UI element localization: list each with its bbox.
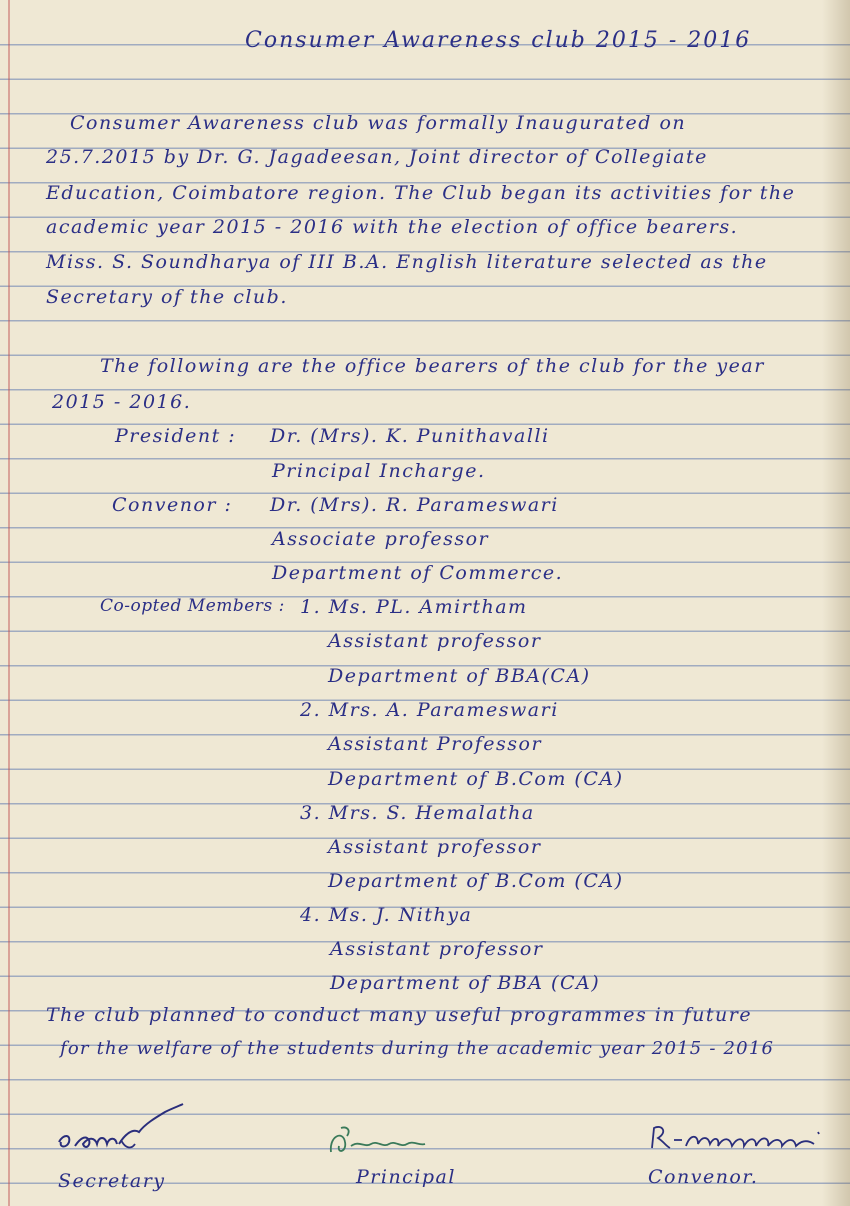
member-role: Assistant Professor [328,733,543,755]
member-name: 2. Mrs. A. Parameswari [300,699,559,721]
paragraph1-line: Secretary of the club. [46,286,288,308]
co-opted-label: Co-opted Members : [100,596,285,616]
member-dept: Department of BBA(CA) [328,665,591,687]
paragraph2-line: 2015 - 2016. [52,391,192,413]
paragraph1-line: Miss. S. Soundharya of III B.A. English literature selected as the [46,251,768,273]
page-title: Consumer Awareness club 2015 - 2016 [245,28,752,53]
member-dept: Department of B.Com (CA) [328,870,624,892]
principal-signature [325,1122,435,1162]
paragraph1-line: Consumer Awareness club was formally Inaugurated on [70,112,687,134]
member-role: Assistant professor [328,836,542,858]
closing-line: The club planned to conduct many useful programmes in future [46,1004,753,1026]
page-edge-shadow [822,0,850,1206]
member-name: 3. Mrs. S. Hemalatha [300,802,535,824]
member-role: Assistant professor [330,938,544,960]
convenor-role: Associate professor [272,528,490,550]
member-dept: Department of BBA (CA) [330,972,601,994]
secretary-label: Secretary [58,1170,166,1192]
member-dept: Department of B.Com (CA) [328,768,624,790]
president-name: Dr. (Mrs). K. Punithavalli [270,425,550,447]
convenor-signature [648,1122,828,1156]
convenor-dept: Department of Commerce. [272,562,564,584]
paragraph1-line: 25.7.2015 by Dr. G. Jagadeesan, Joint director of Collegiate [46,146,708,168]
paragraph2-line: The following are the office bearers of the club for the year [100,355,765,377]
principal-label: Principal [356,1166,456,1188]
member-name: 1. Ms. PL. Amirtham [300,596,528,618]
closing-line: for the welfare of the students during the academic year 2015 - 2016 [60,1038,775,1059]
president-label: President : [115,425,237,447]
paragraph1-line: Education, Coimbatore region. The Club began its activities for the [46,182,796,204]
convenor-label-sign: Convenor. [648,1166,759,1188]
convenor-label: Convenor : [112,494,233,516]
president-role: Principal Incharge. [272,460,486,482]
margin-rule [8,0,10,1206]
convenor-name: Dr. (Mrs). R. Parameswari [270,494,559,516]
paragraph1-line: academic year 2015 - 2016 with the election of office bearers. [46,216,739,238]
secretary-signature [55,1100,190,1160]
member-name: 4. Ms. J. Nithya [300,904,473,926]
member-role: Assistant professor [328,630,542,652]
